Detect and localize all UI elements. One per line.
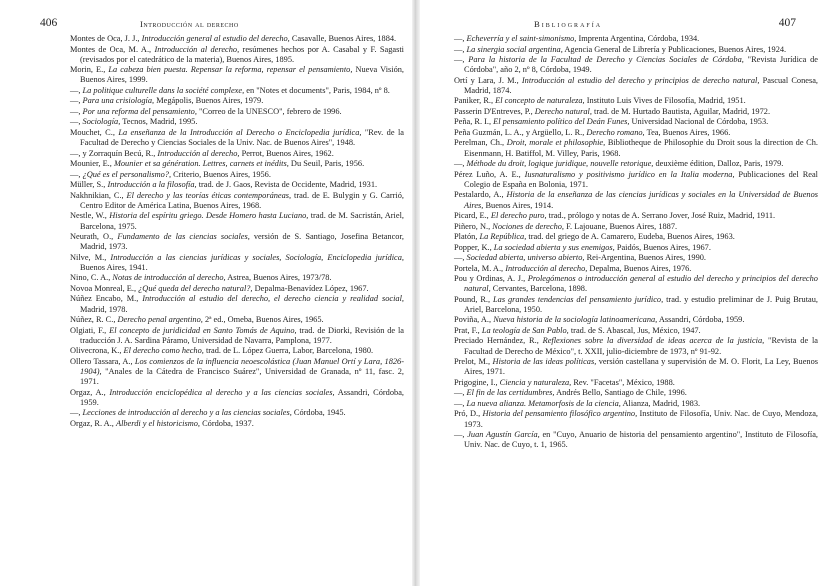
bibliography-entry [454,117,818,127]
bibliography-entry [454,388,818,398]
bibliography-entry [454,243,818,253]
entry-details: deuxième édition, Dalloz, Paris, 1979. [653,159,784,169]
bibliography-entry [70,346,404,356]
entry-title: Historia de las ideas políticas, [492,357,597,367]
entry-details: Instituto de Filosofía, Univ. Nac. de Cuyo, Mendoza, 1973. [464,409,819,429]
entry-author: Núñez Encabo, M., [70,294,143,304]
entry-title: El pensamiento político del Deán Funes, [493,117,630,127]
entry-details: trad. de E. Bulygin y G. Carrió, Centro Editor de América Latina, Buenos Aires, 1968. [80,190,404,210]
bibliography-list [70,34,404,429]
entry-details: Córdoba, 1945. [291,408,346,418]
bibliography-entry [70,273,404,283]
entry-details: en "Cuyo, Anuario de historia del pensamiento argentino", Instituto de Filosofía, Univ. Nac. de Cuyo, t. 1, 1965. [464,430,819,450]
entry-details: Publicaciones del Real Colegio de España en Bolonia, 1971. [464,169,818,189]
entry-details: Megápolis, Buenos Aires, 1979. [154,96,264,106]
entry-author: Mouchet, C., [70,127,119,137]
entry-title: Historia de la enseñanza de las ciencias jurídicas y sociales en la Universidad de Buenos Aires, [464,190,818,210]
entry-title: La sinergia social argentina, [466,44,563,54]
entry-details: trad. de J. Gaos, Revista de Occidente, Madrid, 1931. [196,180,378,190]
entry-author: Ollero Tassara, A., [70,356,135,366]
entry-title: Historia del espíritu griego. Desde Homero hasta Luciano, [109,211,309,221]
bibliography-entry [70,191,404,211]
entry-title: Mounier et sa génération. Lettres, carnets et inédits, [113,159,289,169]
entry-details: Astrea, Buenos Aires, 1973/78. [225,273,332,283]
entry-author: Preciado Hernández, R., [454,336,543,346]
entry-title: Sociedad abierta, universo abierto, [466,253,585,263]
entry-author: Popper, K., [454,242,494,252]
bibliography-entry [454,295,818,315]
bibliography-entry [454,264,818,274]
entry-details: Nueva Visión, Buenos Aires, 1999. [80,65,405,85]
bibliography-entry [454,76,818,96]
entry-author: —, [70,169,83,179]
entry-author: Nestle, W., [70,211,110,221]
entry-details: Criterio, Buenos Aires, 1956. [171,169,271,179]
entry-author: Olgiati, F., [70,325,110,335]
entry-title: Historia del pensamiento filosófico argentino, [482,409,638,419]
entry-title: El derecho como hecho, [123,346,204,356]
bibliography-entry [70,107,404,117]
entry-author: Paniker, R., [454,96,496,106]
entry-author: Peña Guzmán, L. A., y Argüello, L. R., [454,127,587,137]
entry-author: —, [454,253,467,263]
entry-details: Agencia General de Librería y Publicaciones, Buenos Aires, 1924. [562,44,787,54]
entry-title: Introducción al derecho, [157,148,240,158]
page-number: 407 [778,17,796,29]
entry-author: Pérez Luño, A. E., [454,169,525,179]
bibliography-entry [70,408,404,418]
entry-title: Introducción enciclopédica al derecho y a las ciencias sociales, [109,387,335,397]
entry-author: Picard, E., [454,211,491,221]
bibliography-entry [454,357,818,377]
entry-author: Pestalardo, A., [454,190,507,200]
bibliography-entry [454,326,818,336]
entry-details: F. Lajouane, Buenos Aires, 1887. [564,221,678,231]
entry-title: Reflexiones sobre la diversidad de ideas acerca de la justicia, [542,336,765,346]
entry-title: Para una crisiología, [82,96,155,106]
entry-title: ¿Qué es el personalismo?, [82,169,172,179]
entry-details: Universidad Nacional de Córdoba, 1953. [629,117,769,127]
entry-details: trad., prólogo y notas de A. Serrano Jover, José Ruiz, Madrid, 1911. [546,211,776,221]
entry-author: —, [70,117,83,127]
entry-author: Pou y Ordinas, A. J., [454,274,528,284]
bibliography-entry [454,190,818,210]
entry-details: Tecnos, Madrid, 1995. [120,117,198,127]
entry-author: Montes de Oca, M. A., [70,44,155,54]
entry-author: Poviña, A., [454,315,494,325]
bibliography-entry [454,399,818,409]
entry-title: La nueva alianza. Metamorfosis de la ciencia, [466,398,621,408]
bibliography-entry [70,86,404,96]
bibliography-entry [70,357,404,388]
bibliography-entry [454,96,818,106]
entry-author: Perelman, Ch., [454,138,507,148]
entry-details: trad. del griego de A. Camarero, Eudeba, Buenos Aires, 1963. [526,232,735,242]
entry-details: versión castellana y supervisión de M. O. Florit, La Ley, Buenos Aires, 1971. [464,357,819,377]
entry-author: —, [70,96,83,106]
entry-title: Para la historia de la Facultad de Derecho y Ciencias Sociales de Córdoba, [468,55,744,64]
entry-details: Buenos Aires, 1914. [483,200,554,210]
bibliography-entry [70,34,404,44]
running-head: Bibliografía [534,19,603,29]
entry-details: trad. de M. Hurtado Bautista, Aguilar, Madrid, 1972. [591,106,771,116]
entry-author: Passerin D'Entreves, P., [454,106,535,116]
bibliography-entry [70,253,404,273]
entry-title: El derecho y las teorías éticas contemporáneas, [126,190,292,200]
bibliography-entry [70,326,404,346]
entry-details: Instituto Luis Vives de Filosofía, Madrid, 1951. [584,96,746,106]
bibliography-entry [454,45,818,55]
entry-details: trad. de S. Abascal, Jus, México, 1947. [568,325,701,335]
entry-details: trad. de L. López Guerra, Labor, Barcelona, 1980. [203,346,374,356]
entry-author: Orgaz, A., [70,387,110,397]
entry-author: Olivecrona, K., [70,346,124,356]
bibliography-entry [70,96,404,106]
entry-details: 2ª ed., Omeba, Buenos Aires, 1965. [202,315,324,325]
entry-details: Cervantes, Barcelona, 1898. [490,284,588,294]
entry-title: El derecho puro, [490,211,547,221]
entry-details: Casavalle, Buenos Aires, 1884. [289,34,397,43]
entry-details: Du Seuil, Paris, 1956. [288,159,365,169]
bibliography-entry [454,159,818,169]
entry-title: La enseñanza de la Introducción al Derecho o Enciclopedia jurídica, [118,127,362,137]
entry-author: Mounier, E., [70,159,114,169]
entry-title: Echeverría y el saint-simonismo, [466,34,577,43]
bibliography-entry [70,149,404,159]
entry-details: trad. de M. Sacristán, Ariel, Barcelona, 1975. [80,211,404,231]
entry-title: Derecho natural, [534,106,592,116]
entry-author: Peña, R. I., [454,117,494,127]
bibliography-entry [454,253,818,263]
entry-details: Paidós, Buenos Aires, 1967. [614,242,711,252]
entry-author: —, [454,55,469,64]
left-page-header [40,10,404,34]
entry-details: trad. y estudio preliminar de J. Puig Brutau, Ariel, Barcelona, 1950. [464,294,818,314]
entry-title: El concepto de juridicidad en Santo Tomás de Aquino, [109,325,297,335]
entry-author: Prelot, M., [454,357,493,367]
entry-author: Müller, S., [70,180,108,190]
entry-title: La teología de San Pablo, [481,325,569,335]
bibliography-entry [454,274,818,294]
entry-title: Introducción al derecho, [154,44,240,54]
entry-details: resúmenes hechos por A. Casabal y F. Sagasti (revisados por el catedrático de la materia), Buenos Aires, 1895. [80,44,404,64]
entry-author: —, [454,159,467,169]
entry-details: versión de S. Santiago, Josefina Betancor, Madrid, 1973. [80,232,404,252]
entry-title: Introducción general al estudio del derecho, [141,34,290,43]
entry-title: El concepto de naturaleza, [495,96,585,106]
entry-title: Droit, morale et philosophie, [506,138,606,148]
bibliography-entry [454,232,818,242]
entry-author: Núñez, R. C., [70,315,118,325]
bibliography-entry [454,170,818,190]
entry-title: La República, [479,232,527,242]
entry-author: —, [454,398,467,408]
bibliography-entry [70,294,404,314]
entry-author: Platón, [454,232,480,242]
entry-author: Portela, M. A., [454,263,506,273]
bibliography-entry [70,211,404,231]
entry-author: Pound, R., [454,294,494,304]
bibliography-entry [70,117,404,127]
bibliography-entry [70,65,404,85]
entry-details: Assandri, Córdoba, 1959. [657,315,745,325]
entry-details: Córdoba, 1937. [200,418,254,428]
bibliography-entry [70,388,404,408]
bibliography-entry [454,211,818,221]
entry-title: Iusnaturalismo y positivismo jurídico en la Italia moderna, [524,169,735,179]
entry-author: Novoa Monreal, E., [70,283,139,293]
entry-details: en "Notes et documents", Paris, 1984, nº 8. [244,85,390,95]
entry-author: —, [454,430,468,440]
entry-title: Derecho romano, [586,127,645,137]
bibliography-entry [454,107,818,117]
entry-title: Fundamento de las ciencias sociales, [117,232,250,242]
entry-title: Por una reforma del pensamiento, [82,106,197,116]
entry-details: Rev. "Facetas", México, 1988. [571,377,675,387]
bibliography-entry [454,336,818,356]
entry-title: Los comienzos de la influencia neoescolástica (Juan Manuel Ortí y Lara, 1826-1904), [80,356,404,377]
entry-author: Neurath, O., [70,232,118,242]
entry-details: Perrot, Buenos Aires, 1962. [239,148,334,158]
bibliography-entry [70,45,404,65]
entry-details: Depalma, Buenos Aires, 1976. [587,263,692,273]
entry-title: Méthode du droit, logique juridique, nouvelle retorique, [466,159,654,169]
entry-author: —, [454,388,467,398]
entry-details: Rei-Argentina, Buenos Aires, 1990. [584,253,706,263]
entry-author: —, [70,408,83,418]
entry-author: —, [70,106,83,116]
entry-details: "Revista de la Facultad de Derecho de México", t. XXII, julio-diciembre de 1973, nº 91-92. [464,336,818,356]
right-page [414,0,828,586]
entry-title: La sociedad abierta y sus enemigos, [493,242,615,252]
entry-title: Alberdi y el historicismo, [115,418,201,428]
bibliography-entry [454,430,818,450]
entry-title: Notas de introducción al derecho, [112,273,226,283]
entry-author: Nakhnikian, C., [70,190,127,200]
entry-author: Piñero, N., [454,221,493,231]
entry-author: Montes de Oca, J. J., [70,34,142,43]
bibliography-entry [70,232,404,252]
entry-title: Ciencia y naturaleza, [499,377,572,387]
entry-author: Orgaz, R. A., [70,418,116,428]
entry-title: ¿Qué queda del derecho natural?, [138,283,253,293]
entry-author: Morin, E., [70,65,109,75]
entry-author: Ortí y Lara, J. M., [454,75,522,85]
entry-title: Derecho penal argentino, [117,315,203,325]
entry-author: —, [454,44,467,54]
entry-title: Nueva historia de la sociología latinoamericana, [493,315,658,325]
entry-author: Prigogine, I., [454,377,500,387]
bibliography-entry [454,55,818,75]
bibliography-entry [70,128,404,148]
bibliography-list [454,34,818,450]
entry-title: Introducción al estudio del derecho y principios de derecho natural, [521,75,760,85]
bibliography-entry [70,159,404,169]
right-page-header [454,10,818,34]
entry-details: "Anales de la Cátedra de Francisco Suárez", Universidad de Granada, nº 11, fasc. 2, 1971. [80,367,404,387]
entry-details: "Rev. de la Facultad de Derecho y Ciencias Sociales de la Univ. Nac. de Buenos Aires", 1948. [80,127,405,148]
entry-title: Nociones de derecho, [492,221,564,231]
entry-details: "Correo de la UNESCO", febrero de 1996. [196,106,342,116]
entry-author: —, [454,34,467,43]
entry-title: Introducción a las ciencias jurídicas y sociales, Sociología, Enciclopedia jurídica, [110,252,404,262]
bibliography-entry [454,409,818,429]
entry-title: El fin de las certidumbres, [466,388,555,398]
entry-details: Alianza, Madrid, 1983. [620,398,701,408]
entry-details: Assandri, Córdoba, 1959. [80,387,404,407]
entry-title: La cabeza bien puesta. Repensar la reforma, repensar el pensamiento, [108,65,353,75]
entry-title: Introducción a la filosofía, [107,180,197,190]
entry-author: —, [70,85,83,95]
running-head: Introducción al derecho [140,19,239,29]
bibliography-entry [70,419,404,429]
bibliography-entry [454,128,818,138]
entry-details: Madrid, 1978. [80,304,128,314]
entry-title: Introducción al derecho, [505,263,588,273]
entry-author: Pró, D., [454,409,483,419]
entry-details: Bibliotheque de Philosophie du Droit sous la direction de Ch. Eisenmann, H. Batiffol, M. Villey, Paris, 1968. [464,138,818,158]
entry-title: Sociología, [82,117,121,127]
entry-details: "Revista Jurídica de Córdoba", año 2, nº 8, Córdoba, 1949. [464,55,818,75]
entry-details: Imprenta Argentina, Córdoba, 1934. [576,34,700,43]
entry-author: —, y Zorraquín Becú, R., [70,148,158,158]
bibliography-entry [454,315,818,325]
entry-details: Andrés Bello, Santiago de Chile, 1996. [554,388,687,398]
bibliography-entry [70,170,404,180]
entry-details: Tea, Buenos Aires, 1966. [644,127,731,137]
entry-title: Las grandes tendencias del pensamiento jurídico, [493,294,664,304]
bibliography-entry [454,138,818,158]
bibliography-entry [70,315,404,325]
entry-title: Introducción al estudio del derecho, el derecho ciencia y realidad social, [142,294,404,304]
bibliography-entry [70,284,404,294]
bibliography-entry [70,180,404,190]
entry-author: Nilve, M., [70,252,111,262]
entry-details: trad. de Diorki, Revisión de la traducción J. A. Sardina Páramo, Universidad de Navarra, Pamplona, 1977. [80,325,405,345]
entry-title: Juan Agustín García, [467,430,540,440]
entry-title: La politique culturelle dans la société complexe, [82,85,245,95]
entry-author: Prat, F., [454,325,482,335]
page-number: 406 [40,17,58,29]
entry-title: Lecciones de introducción al derecho y a las ciencias sociales, [82,408,292,418]
entry-details: Depalma-Benavídez López, 1967. [252,283,369,293]
entry-title: Prolegómenos o introducción general al estudio del derecho y principios del derecho natural, [464,274,818,294]
bibliography-entry [454,222,818,232]
entry-details: Buenos Aires, 1941. [80,262,148,272]
bibliography-entry [454,378,818,388]
bibliography-entry [454,34,818,44]
entry-details: Pascual Conesa, Madrid, 1874. [464,75,818,95]
entry-author: Nino, C. A., [70,273,113,283]
